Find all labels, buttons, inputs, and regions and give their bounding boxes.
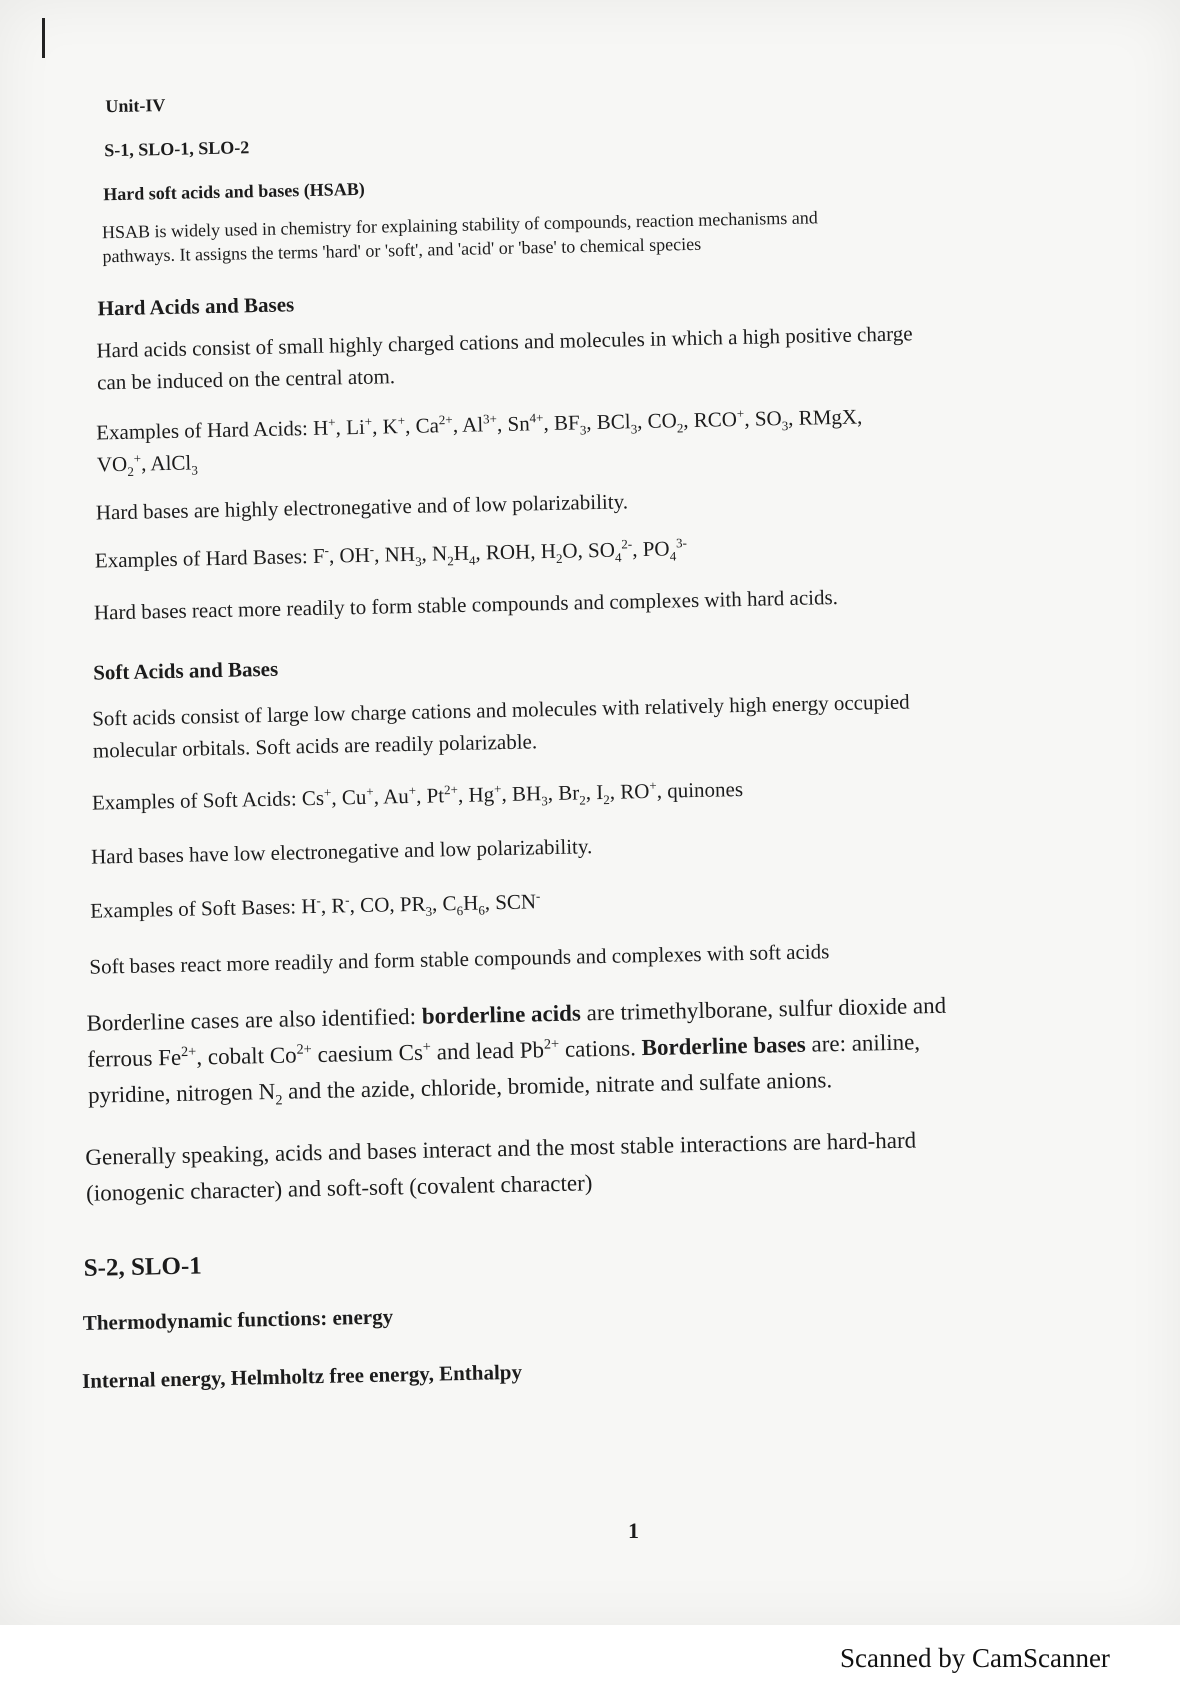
pb-text: and lead Pb bbox=[430, 1037, 545, 1065]
soft-bases-formulas: H-, R-, CO, $PR_3$, $C_6H_6$, SCN- bbox=[301, 888, 541, 919]
hsab-title: Hard soft acids and bases (HSAB) bbox=[102, 178, 365, 205]
internal-energy-heading: Internal energy, Helmholtz free energy, Enthalpy bbox=[81, 1359, 523, 1393]
borderline-acids-term: borderline acids bbox=[421, 1000, 582, 1029]
hard-acids-formulas: H+, Li+, K+, $Ca^{2+}$, $Al^{3+}$, $Sn^{4+}$, $BF_3$, BCl$_3$, $CO_2$, RCO+, $SO_3$, RMgX, bbox=[312, 404, 863, 440]
fe-text: ferrous Fe bbox=[87, 1044, 182, 1072]
cs-text: caesium Cs bbox=[311, 1039, 424, 1068]
soft-acids-examples bbox=[92, 777, 744, 816]
hard-acids-examples-line-2: $VO_2^+$, AlCl$_3$ bbox=[96, 450, 199, 480]
borderline-line-1 bbox=[86, 993, 946, 1037]
hard-bases-formulas: F-, OH-, $NH_3$, $N_2H_4$, ROH, $H_2O$, $SO_4^{2-}$, $PO_4^{3-}$ bbox=[312, 535, 687, 570]
page-number: 1 bbox=[628, 1518, 639, 1543]
co-text: , cobalt Co bbox=[196, 1042, 297, 1070]
anions-text: and the azide, chloride, bromide, nitrate and sulfate anions. bbox=[282, 1067, 833, 1104]
borderline-intro: Borderline cases are also identified: bbox=[86, 1003, 417, 1036]
hard-acids-examples-line-1 bbox=[96, 404, 863, 445]
section-2-label: S-2, SLO-1 bbox=[83, 1252, 203, 1282]
soft-acids-examples-label: Examples of Soft Acids: bbox=[91, 786, 297, 815]
soft-bases-examples-label: Examples of Soft Bases: bbox=[89, 894, 297, 923]
borderline-bases-text: are: aniline, bbox=[811, 1029, 921, 1057]
hard-acids-def-line-1: Hard acids consist of small highly charged cations and molecules in which a high positive charge bbox=[96, 321, 913, 363]
thermo-heading: Thermodynamic functions: energy bbox=[82, 1304, 394, 1335]
generally-line-2: (ionogenic character) and soft-soft (covalent character) bbox=[85, 1170, 593, 1206]
hard-bases-examples bbox=[95, 536, 688, 573]
soft-react-statement: Soft bases react more readily and form stable compounds and complexes with soft acids bbox=[89, 939, 830, 979]
hard-acids-bases-heading: Hard Acids and Bases bbox=[97, 292, 295, 321]
soft-acids-def-line-1: Soft acids consist of large low charge cations and molecules with relatively high energy occupied bbox=[91, 689, 910, 731]
nitrogen-text: pyridine, nitrogen N bbox=[87, 1078, 276, 1108]
hard-bases-def: Hard bases are highly electronegative and of low polarizability. bbox=[95, 489, 629, 525]
hsab-intro-line-2: pathways. It assigns the terms 'hard' or 'soft', and 'acid' or 'base' to chemical species bbox=[102, 233, 702, 267]
borderline-acids-text: are trimethylborane, sulfur dioxide and bbox=[586, 992, 947, 1026]
borderline-line-2: ferrous $Fe^{2+}$, cobalt $Co^{2+}$ caesium Cs+ and lead $Pb^{2+}$ cations. Borderline bases are: aniline, bbox=[87, 1029, 921, 1072]
soft-acids-def-line-2: molecular orbitals. Soft acids are readily polarizable. bbox=[92, 729, 538, 763]
soft-acids-formulas: Cs+, Cu+, Au+, $Pt^{2+}$, Hg+, $BH_3$, $Br_2$, $I_2$, RO+, bbox=[301, 777, 663, 811]
hard-bases-examples-label: Examples of Hard Bases: bbox=[94, 544, 308, 573]
section-1-label: S-1, SLO-1, SLO-2 bbox=[104, 137, 250, 161]
borderline-bases-term: Borderline bases bbox=[641, 1031, 807, 1061]
hard-acids-examples-label: Examples of Hard Acids: bbox=[95, 416, 309, 445]
hard-react-statement: Hard bases react more readily to form stable compounds and complexes with hard acids. bbox=[93, 584, 839, 625]
hsab-intro-line-1: HSAB is widely used in chemistry for explaining stability of compounds, reaction mechanisms and bbox=[101, 207, 818, 243]
unit-label: Unit-IV bbox=[105, 94, 166, 117]
borderline-line-3: pyridine, nitrogen $N_2$ and the azide, chloride, bromide, nitrate and sulfate anions. bbox=[87, 1067, 833, 1109]
soft-bases-def: Hard bases have low electronegative and low polarizability. bbox=[90, 834, 593, 869]
hard-acids-def-line-2: can be induced on the central atom. bbox=[96, 364, 396, 395]
scanner-watermark: Scanned by CamScanner bbox=[840, 1643, 1110, 1673]
soft-acids-bases-heading: Soft Acids and Bases bbox=[92, 656, 279, 685]
generally-line-1: Generally speaking, acids and bases interact and the most stable interactions are hard-hard bbox=[85, 1127, 917, 1170]
soft-acids-examples-tail: quinones bbox=[666, 777, 744, 803]
cations-text: cations. bbox=[558, 1035, 637, 1062]
soft-bases-examples bbox=[90, 889, 541, 923]
